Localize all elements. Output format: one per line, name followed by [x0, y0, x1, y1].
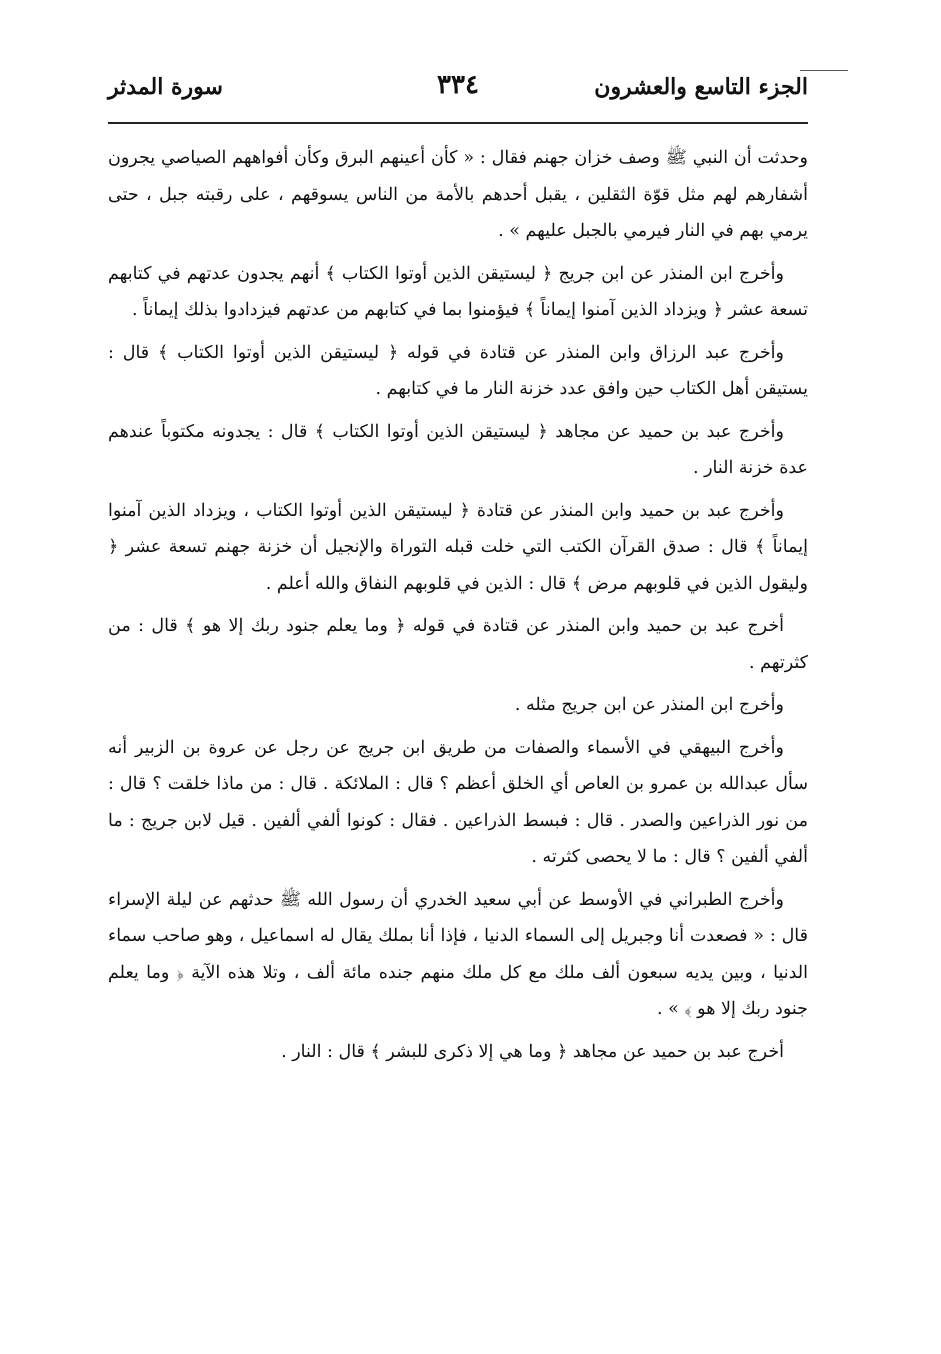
- paragraph: وأخرج ابن المنذر عن ابن جريج مثله .: [514, 695, 784, 715]
- surah-title: سورة المدثر: [108, 74, 223, 100]
- part-title: الجزء التاسع والعشرون: [594, 74, 808, 100]
- paragraph: وأخرج عبد بن حميد وابن المنذر عن قتادة ﴿ ليستيقن الذين أوتوا الكتاب ، ويزداد الذين آمنوا إيماناً ﴾ قال : صدق القرآن الكتب التي خلت قبله التوراة والإنجيل أن خزنة جهنم تسعة عشر ﴿ وليقول الذين في قلوبهم مرض ﴾ قال : الذين في قلوبهم النفاق والله أعلم .: [108, 500, 808, 594]
- body-text: [108, 140, 808, 1076]
- paragraph: وأخرج عبد بن حميد عن مجاهد ﴿ ليستيقن الذين أوتوا الكتاب ﴾ قال : يجدونه مكتوباً عندهم عدة خزنة النار .: [108, 421, 808, 478]
- paragraph: وأخرج عبد الرزاق وابن المنذر عن قتادة في قوله ﴿ ليستيقن الذين أوتوا الكتاب ﴾ قال : يستيقن أهل الكتاب حين وافق عدد خزنة النار ما في كتابهم .: [108, 342, 808, 399]
- header-rule: [108, 122, 808, 124]
- paragraph: وأخرج الطبراني في الأوسط عن أبي سعيد الخدري أن رسول الله ﷺ حدثهم عن ليلة الإسراء قال : « فصعدت أنا وجبريل إلى السماء الدنيا ، فإذا أنا بملك يقال له اسماعيل ، وهو صاحب سماء الدنيا ، وبين يديه سبعون ألف ملك مع كل ملك منهم جنده مائة ألف ، وتلا هذه الآية ﴿ وما يعلم جنود ربك إلا هو ﴾ » .: [108, 889, 808, 1019]
- paragraph: أخرج عبد بن حميد وابن المنذر عن قتادة في قوله ﴿ وما يعلم جنود ربك إلا هو ﴾ قال : من كثرتهم .: [108, 616, 808, 673]
- paragraph: وأخرج ابن المنذر عن ابن جريج ﴿ ليستيقن الذين أوتوا الكتاب ﴾ أنهم يجدون عدتهم في كتابهم تسعة عشر ﴿ ويزداد الذين آمنوا إيماناً ﴾ فيؤمنوا بما في كتابهم من عدتهم فيزدادوا بذلك إيماناً .: [108, 263, 808, 320]
- paragraph: أخرج عبد بن حميد عن مجاهد ﴿ وما هي إلا ذكرى للبشر ﴾ قال : النار .: [281, 1041, 784, 1062]
- page-number: ٣٣٤: [437, 70, 479, 100]
- paragraph: وأخرج البيهقي في الأسماء والصفات من طريق ابن جريج عن رجل عن عروة بن الزبير أنه سأل عبدالله بن عمرو بن العاص أي الخلق أعظم ؟ قال : الملائكة . قال : من ماذا خلقت ؟ قال : من نور الذراعين والصدر . قال : فبسط الذراعين . فقال : كونوا ألفي ألفين . قيل لابن جريج : ما ألفي ألفين ؟ قال : ما لا يحصى كثرته .: [108, 737, 808, 867]
- paragraph: وحدثت أن النبي ﷺ وصف خزان جهنم فقال : « كأن أعينهم البرق وكأن أفواههم الصياصي يجرون أشفارهم لهم مثل قوّة الثقلين ، يقبل أحدهم بالأمة من الناس يسوقهم ، على رقبته جبل ، حتى يرمي بهم في النار فيرمي بالجبل عليهم » .: [108, 148, 808, 241]
- page-header: [108, 70, 808, 116]
